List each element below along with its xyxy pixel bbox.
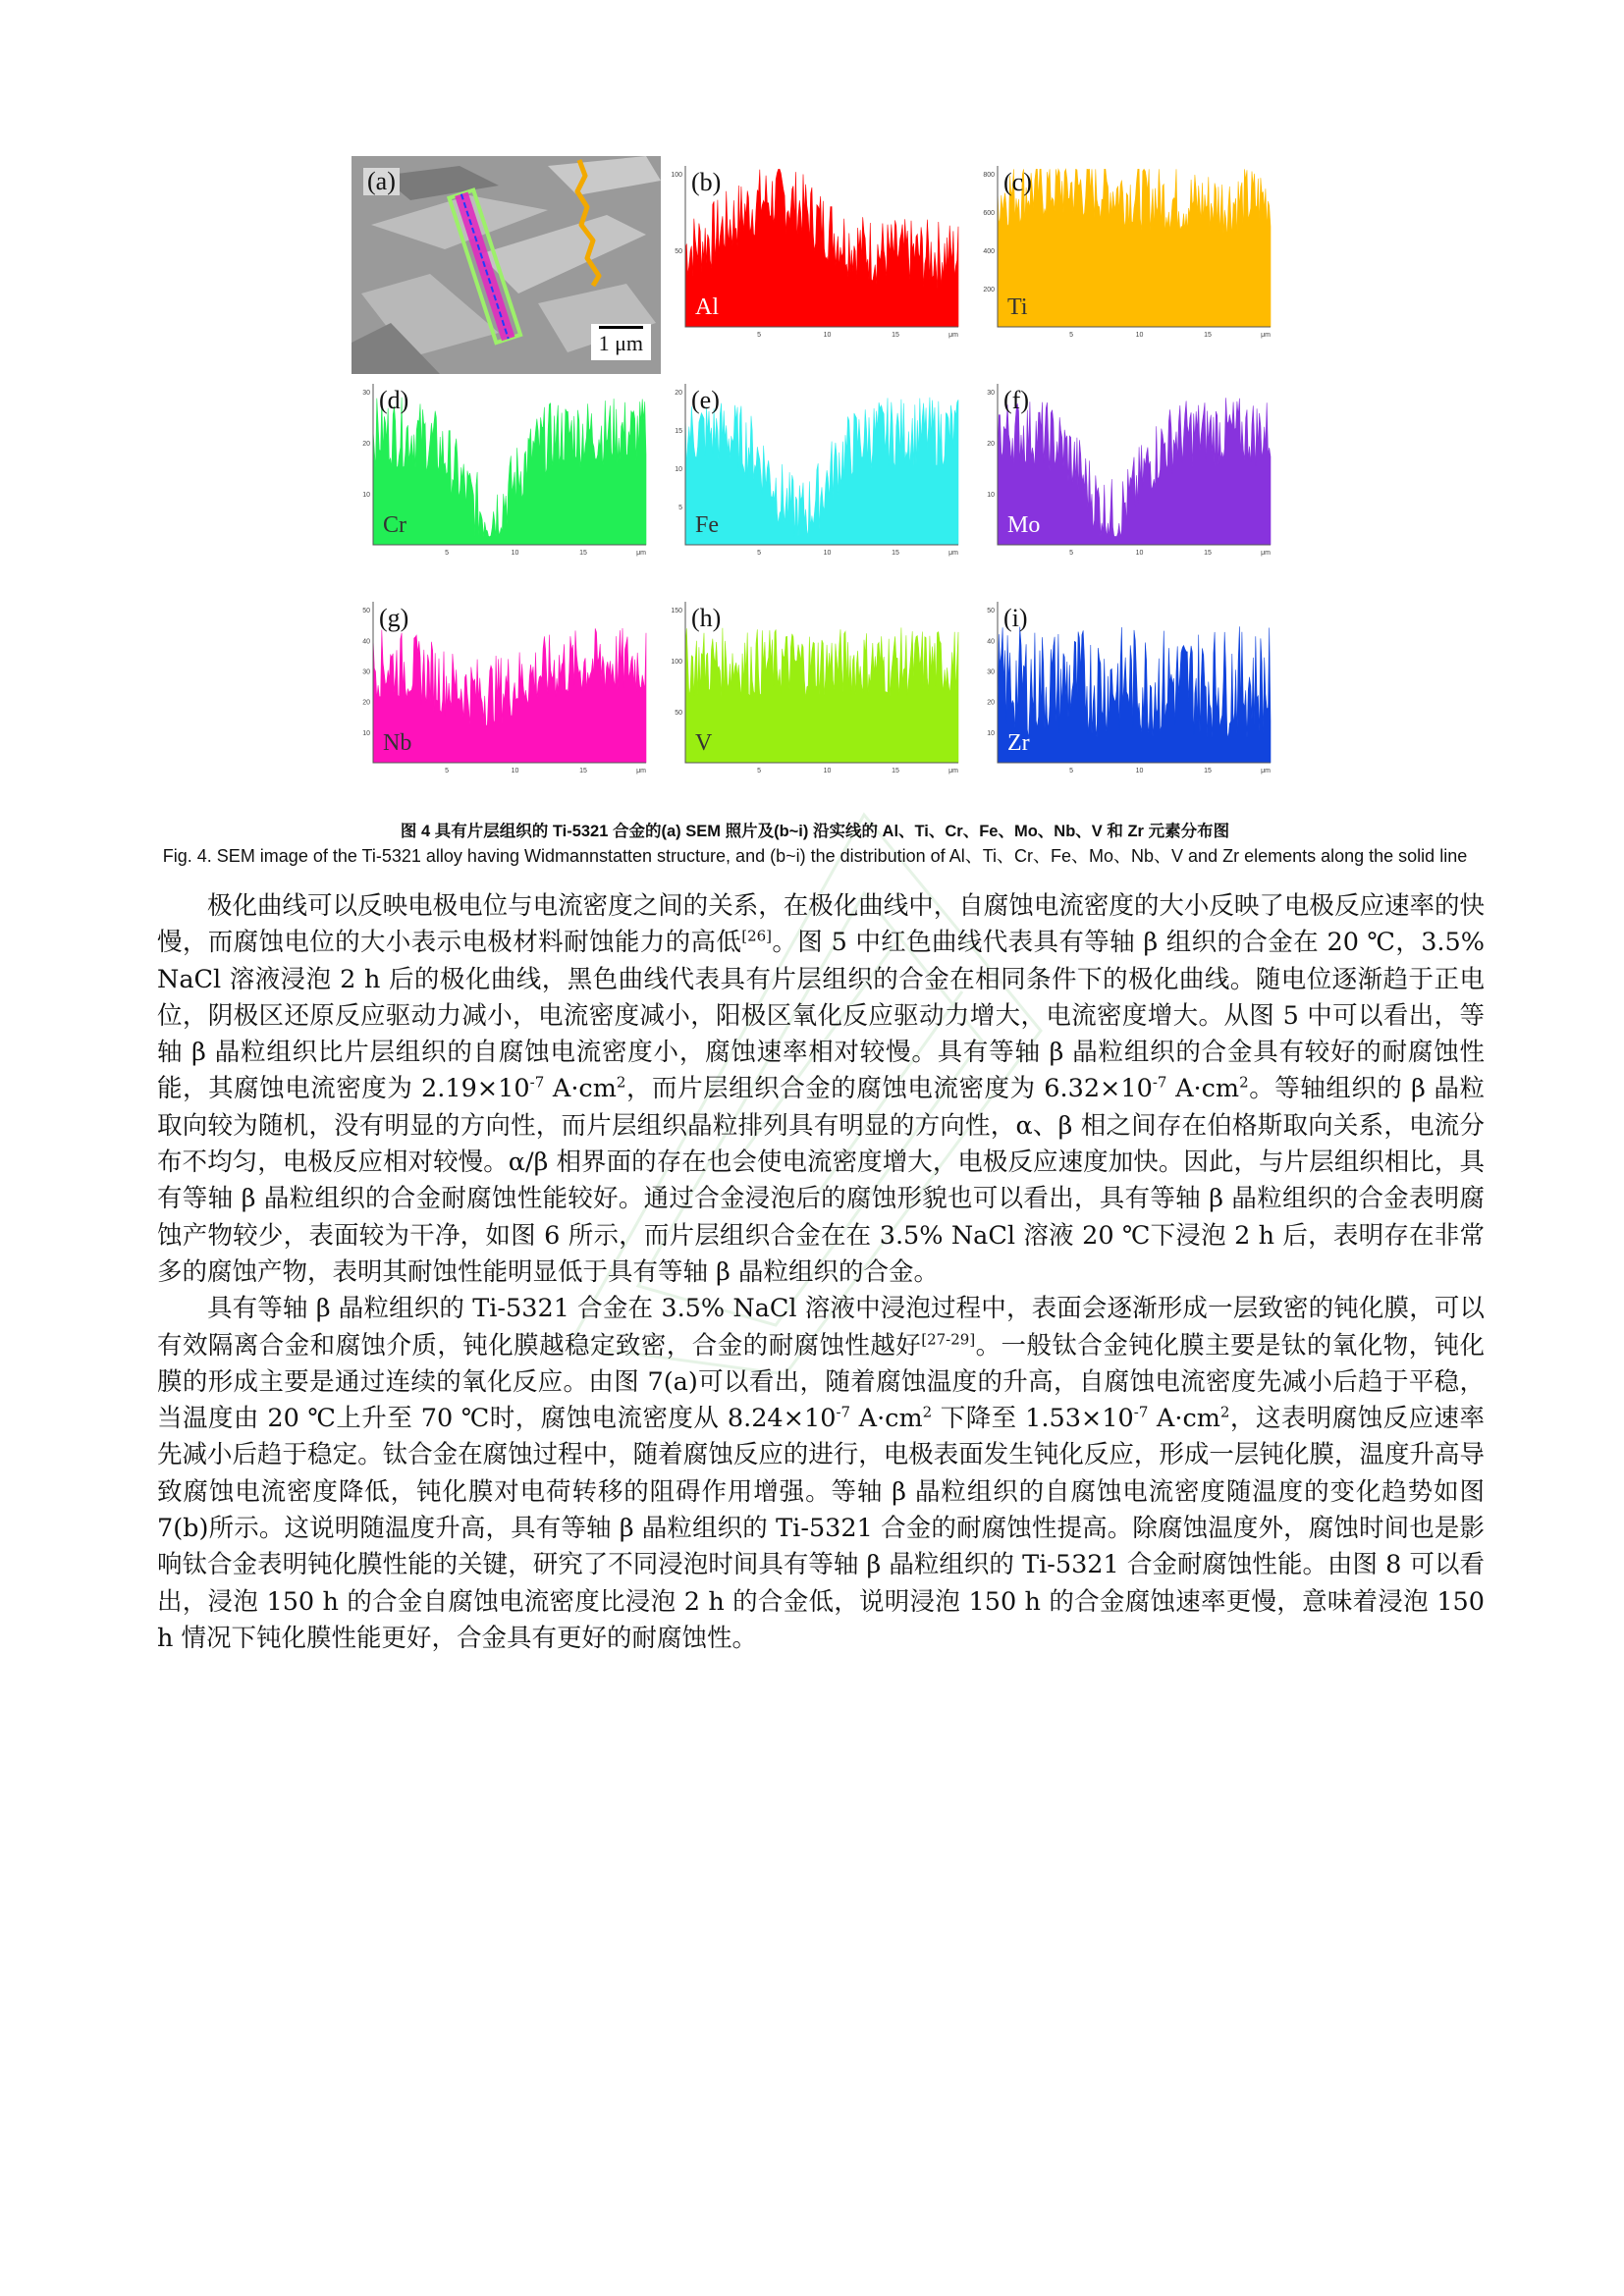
x-tick-label: 15 <box>579 768 587 774</box>
y-tick-label: 30 <box>987 668 995 676</box>
x-unit-label: μm <box>1261 332 1271 339</box>
panel-h-v <box>664 588 966 804</box>
panel-tag: (b) <box>691 168 722 196</box>
panel-d-cr <box>352 370 654 586</box>
element-label: Fe <box>695 512 719 538</box>
y-tick-label: 30 <box>362 390 370 398</box>
x-tick-label: 5 <box>757 332 762 339</box>
y-tick-label: 10 <box>675 466 682 474</box>
panel-tag-a: (a) <box>363 168 400 195</box>
x-tick-label: 10 <box>1135 768 1144 774</box>
panel-b-al <box>664 152 966 368</box>
panel-c-ti <box>976 152 1278 368</box>
x-tick-label: 10 <box>823 550 832 557</box>
y-tick-label: 10 <box>987 492 995 500</box>
x-tick-label: 10 <box>823 768 832 774</box>
x-tick-label: 5 <box>445 768 450 774</box>
x-tick-label: 15 <box>1204 332 1212 339</box>
y-tick-label: 200 <box>983 287 995 294</box>
element-label: Ti <box>1007 294 1028 320</box>
y-tick-label: 30 <box>362 668 370 676</box>
element-label: Cr <box>383 512 406 538</box>
panel-f-mo <box>976 370 1278 586</box>
y-tick-label: 20 <box>987 441 995 449</box>
element-label: Nb <box>383 730 412 756</box>
y-tick-label: 100 <box>671 659 682 667</box>
y-tick-label: 800 <box>983 172 995 180</box>
y-tick-label: 50 <box>362 608 370 615</box>
panel-a-sem <box>352 152 654 368</box>
panel-tag: (e) <box>691 386 720 414</box>
panel-g-nb <box>352 588 654 804</box>
x-tick-label: 10 <box>511 768 519 774</box>
scale-bar-label: 1 μm <box>598 331 643 355</box>
x-unit-label: μm <box>636 550 646 557</box>
y-tick-label: 5 <box>678 505 682 512</box>
y-tick-label: 400 <box>983 248 995 256</box>
body-text <box>157 888 1485 1657</box>
y-tick-label: 20 <box>987 699 995 707</box>
figure-caption-cn: 图 4 具有片层组织的 Ti-5321 合金的(a) SEM 照片及(b~i) 沿实线的 Al、Ti、Cr、Fe、Mo、Nb、V 和 Zr 元素分布图 <box>400 823 1230 840</box>
panel-tag: (d) <box>379 386 409 414</box>
y-tick-label: 30 <box>987 390 995 398</box>
x-tick-label: 15 <box>1204 550 1212 557</box>
figure-4 <box>352 152 1284 810</box>
y-tick-label: 10 <box>987 729 995 737</box>
x-tick-label: 15 <box>892 768 899 774</box>
x-tick-label: 5 <box>1069 332 1074 339</box>
panel-tag: (h) <box>691 604 722 632</box>
x-tick-label: 15 <box>892 332 899 339</box>
x-tick-label: 10 <box>1135 550 1144 557</box>
x-unit-label: μm <box>948 332 958 339</box>
y-tick-label: 20 <box>362 441 370 449</box>
panel-e-fe <box>664 370 966 586</box>
x-tick-label: 5 <box>445 550 450 557</box>
scale-bar <box>591 324 651 360</box>
sem-image <box>352 156 661 374</box>
x-tick-label: 5 <box>757 550 762 557</box>
y-tick-label: 50 <box>987 608 995 615</box>
y-tick-label: 40 <box>987 638 995 646</box>
x-unit-label: μm <box>1261 550 1271 557</box>
y-tick-label: 40 <box>362 638 370 646</box>
x-unit-label: μm <box>948 550 958 557</box>
x-tick-label: 15 <box>1204 768 1212 774</box>
y-tick-label: 600 <box>983 210 995 218</box>
x-tick-label: 10 <box>1135 332 1144 339</box>
panel-tag: (i) <box>1003 604 1028 632</box>
x-unit-label: μm <box>1261 768 1271 774</box>
element-label: Mo <box>1007 512 1041 538</box>
x-unit-label: μm <box>636 768 646 774</box>
element-label: Zr <box>1007 730 1030 756</box>
figure-caption-en: Fig. 4. SEM image of the Ti-5321 alloy having Widmannstatten structure, and (b~i) the distribution of Al、Ti、Cr、Fe、Mo、Nb、V and Zr elements along the solid line <box>162 846 1468 866</box>
y-tick-label: 50 <box>675 248 682 256</box>
y-tick-label: 20 <box>362 699 370 707</box>
y-tick-label: 15 <box>675 428 682 436</box>
paragraph-2: 具有等轴 β 晶粒组织的 Ti-5321 合金在 3.5% NaCl 溶液中浸泡过程中，表面会逐渐形成一层致密的钝化膜，可以有效隔离合金和腐蚀介质，钝化膜越稳定致密，合金的耐腐蚀性越好[27-29]。一般钛合金钝化膜主要是钛的氧化物，钝化膜的形成主要是通过连续的氧化反应。由图 7(a)可以看出，随着腐蚀温度的升高，自腐蚀电流密度先减小后趋于平稳，当温度由 20 ℃上升至 70 ℃时，腐蚀电流密度从 $8.24\times 10^{-7}$ $A\cdot cm^2$ 下降至 $1.53\times 10^{-7}$ $A\cdot cm^2$，这表明腐蚀反应速率先减小后趋于稳定。钛合金在腐蚀过程中，随着腐蚀反应的进行，电极表面发生钝化反应，形成一层钝化膜，温度升高导致腐蚀电流密度降低，钝化膜对电荷转移的阻碍作用增强。等轴 β 晶粒组织的自腐蚀电流密度随温度的变化趋势如图 7(b)所示。这说明随温度升高，具有等轴 β 晶粒组织的 Ti-5321 合金的耐腐蚀性提高。除腐蚀温度外，腐蚀时间也是影响钛合金表明钝化膜性能的关键，研究了不同浸泡时间具有等轴 β 晶粒组织的 Ti-5321 合金耐腐蚀性能。由图 8 可以看出，浸泡 150 h 的合金自腐蚀电流密度比浸泡 2 h 的合金低，说明浸泡 150 h 的合金腐蚀速率更慢，意味着浸泡 150 h 情况下钝化膜性能更好，合金具有更好的耐腐蚀性。 <box>157 1294 1485 1653</box>
x-unit-label: μm <box>948 768 958 774</box>
panel-tag: (f) <box>1003 386 1029 414</box>
x-tick-label: 5 <box>1069 550 1074 557</box>
citation: [27-29] <box>921 1330 976 1349</box>
panel-i-zr <box>976 588 1278 804</box>
y-tick-label: 10 <box>362 729 370 737</box>
y-tick-label: 50 <box>675 710 682 718</box>
x-tick-label: 10 <box>511 550 519 557</box>
citation: [26] <box>741 927 773 945</box>
y-tick-label: 100 <box>671 172 682 180</box>
x-tick-label: 15 <box>892 550 899 557</box>
x-tick-label: 5 <box>1069 768 1074 774</box>
element-label: Al <box>695 294 719 320</box>
y-tick-label: 10 <box>362 492 370 500</box>
element-label: V <box>695 730 713 756</box>
panel-tag: (g) <box>379 604 409 632</box>
panel-tag: (c) <box>1003 168 1032 196</box>
paragraph-1: 极化曲线可以反映电极电位与电流密度之间的关系，在极化曲线中，自腐蚀电流密度的大小反映了电极反应速率的快慢，而腐蚀电位的大小表示电极材料耐蚀能力的高低[26]。图 5 中红色曲线代表具有等轴 β 组织的合金在 20 ℃，3.5% NaCl 溶液浸泡 2 h 后的极化曲线，黑色曲线代表具有片层组织的合金在相同条件下的极化曲线。随电位逐渐趋于正电位，阴极区还原反应驱动力减小，电流密度减小，阳极区氧化反应驱动力增大，电流密度增大。从图 5 中可以看出，等轴 β 晶粒组织比片层组织的自腐蚀电流密度小，腐蚀速率相对较慢。具有等轴 β 晶粒组织的合金具有较好的耐腐蚀性能，其腐蚀电流密度为 $2.19\times 10^{-7}$ $A\cdot cm^2$，而片层组织合金的腐蚀电流密度为 $6.32\times 10^{-7}$ $A\cdot cm^2$。等轴组织的 β 晶粒取向较为随机，没有明显的方向性，而片层组织晶粒排列具有明显的方向性，α、β 相之间存在伯格斯取向关系，电流分布不均匀，电极反应相对较慢。α/β 相界面的存在也会使电流密度增大，电极反应速度加快。因此，与片层组织相比，具有等轴 β 晶粒组织的合金耐腐蚀性能较好。通过合金浸泡后的腐蚀形貌也可以看出，具有等轴 β 晶粒组织的合金表明腐蚀产物较少，表面较为干净，如图 6 所示，而片层组织合金在在 3.5% NaCl 溶液 20 ℃下浸泡 2 h 后，表明存在非常多的腐蚀产物，表明其耐蚀性能明显低于具有等轴 β 晶粒组织的合金。 <box>157 891 1486 1287</box>
x-tick-label: 10 <box>823 332 832 339</box>
x-tick-label: 5 <box>757 768 762 774</box>
x-tick-label: 15 <box>579 550 587 557</box>
y-tick-label: 20 <box>675 390 682 398</box>
y-tick-label: 150 <box>671 608 682 615</box>
